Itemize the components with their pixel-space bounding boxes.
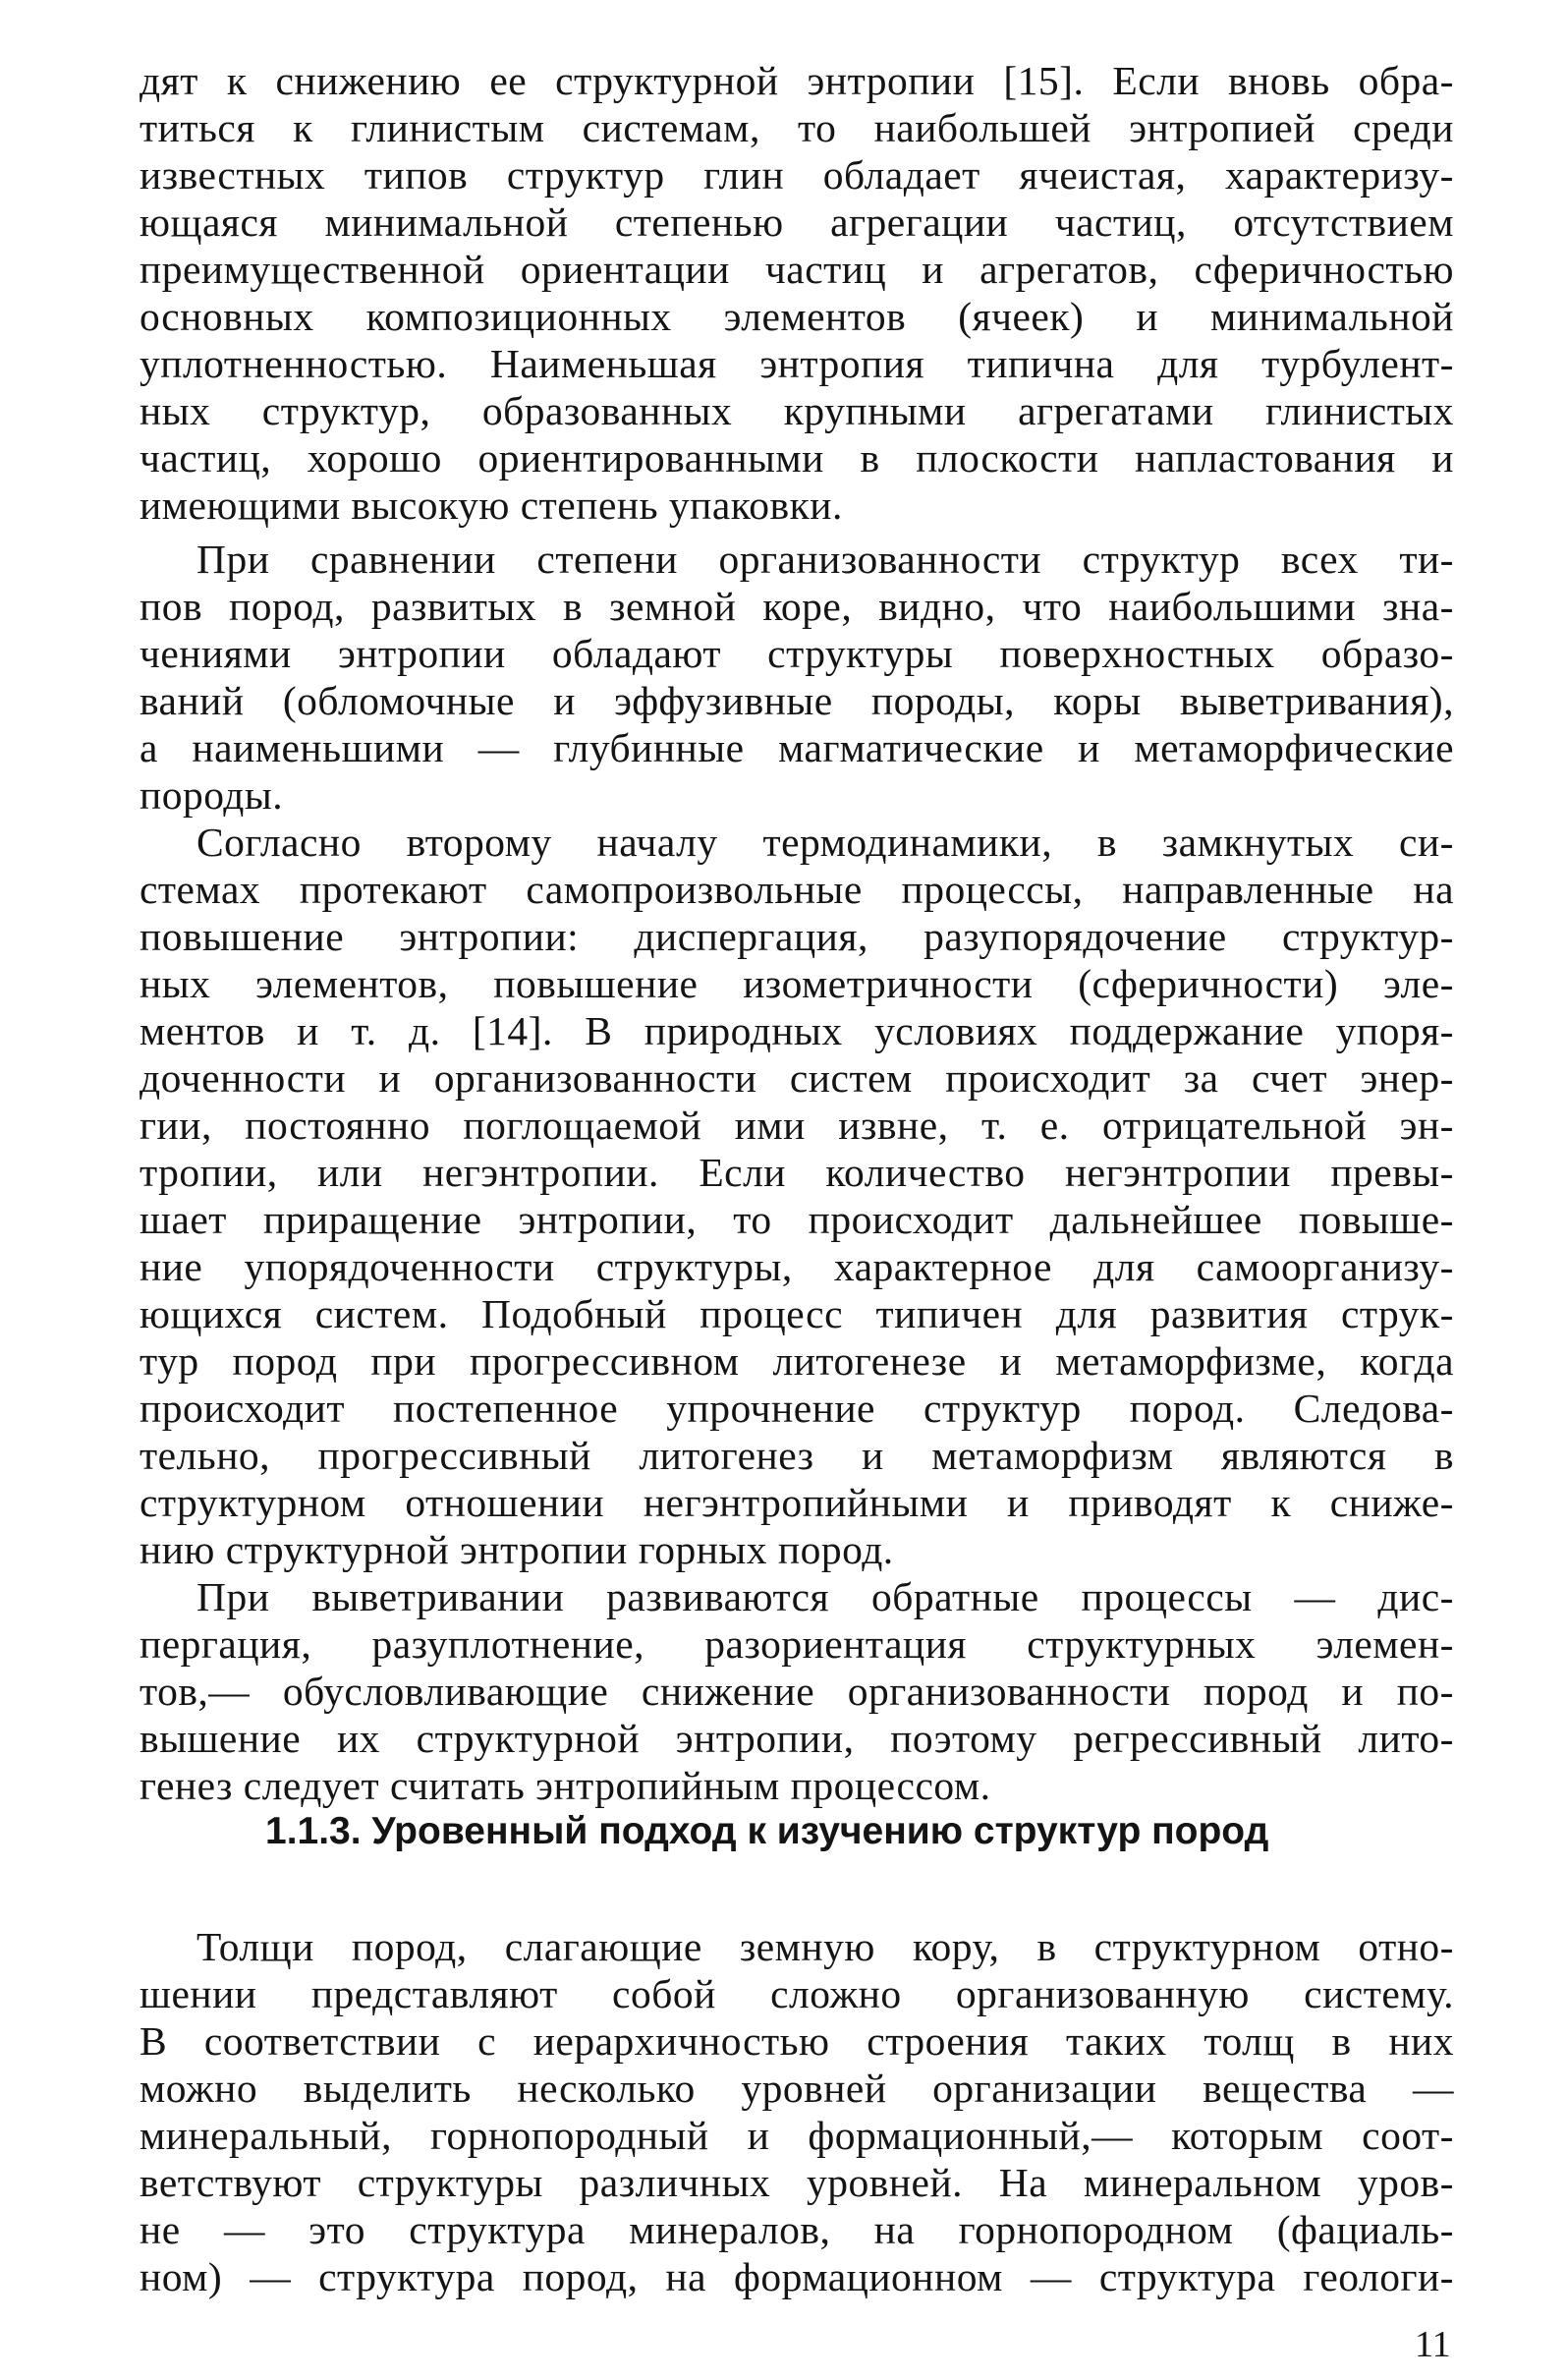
text-line: известных типов структур глин обладает ячеистая, характеризу- — [140, 152, 1454, 198]
text-line: дят к снижению ее структурной энтропии [15]. Если вновь обра- — [140, 58, 1454, 103]
text-line: преимущественной ориентации частиц и агрегатов, сферичностью — [140, 247, 1454, 292]
text-line: ных структур, образованных крупными агрегатами глинистых — [140, 388, 1454, 433]
text-line: Толщи пород, слагающие земную кору, в структурном отно- — [196, 1924, 1454, 1969]
text-line: чениями энтропии обладают структуры поверхностных образо- — [140, 631, 1454, 676]
text-line: основных композиционных элементов (ячеек) и минимальной — [140, 294, 1454, 339]
page-number: 11 — [1415, 2324, 1451, 2365]
text-line: минеральный, горнопородный и формационный,— которым соот- — [140, 2113, 1454, 2158]
text-line: ных элементов, повышение изометричности (сферичности) эле- — [140, 961, 1454, 1006]
text-line: тур пород при прогрессивном литогенезе и метаморфизме, когда — [140, 1338, 1454, 1384]
text-line: доченности и организованности систем происходит за счет энер- — [140, 1055, 1454, 1101]
text-line: шает приращение энтропии, то происходит дальнейшее повыше- — [140, 1197, 1454, 1242]
text-line: а наименьшими — глубинные магматические и метаморфические — [140, 725, 1454, 770]
text-line: ветствуют структуры различных уровней. На минеральном уров- — [140, 2160, 1454, 2205]
text-line: ющаяся минимальной степенью агрегации частиц, отсутствием — [140, 199, 1454, 245]
text-line: нию структурной энтропии горных пород. — [140, 1527, 894, 1572]
text-line: пов пород, развитых в земной коре, видно, что наибольшими зна- — [140, 584, 1454, 629]
text-line: ние упорядоченности структуры, характерное для самоорганизу- — [140, 1244, 1454, 1289]
text-line: уплотненностью. Наименьшая энтропия типична для турбулент- — [140, 341, 1454, 386]
text-line: пергация, разуплотнение, разориентация структурных элемен- — [140, 1621, 1454, 1667]
text-line: При сравнении степени организованности структур всех ти- — [196, 537, 1454, 582]
text-line: вышение их структурной энтропии, поэтому регрессивный лито- — [140, 1716, 1454, 1761]
text-line: повышение энтропии: диспергация, разупорядочение структур- — [140, 914, 1454, 959]
text-line: тов,— обусловливающие снижение организованности пород и по- — [140, 1669, 1454, 1714]
section-heading: 1.1.3. Уровенный подход к изучению структур пород — [265, 1810, 1269, 1852]
text-line: частиц, хорошо ориентированными в плоскости напластования и — [140, 435, 1454, 481]
text-line: генез следует считать энтропийным процессом. — [140, 1763, 991, 1808]
text-line: тропии, или негэнтропии. Если количество негэнтропии превы- — [140, 1150, 1454, 1195]
text-line: имеющими высокую степень упаковки. — [140, 482, 843, 528]
text-line: породы. — [140, 772, 284, 818]
text-line: ваний (обломочные и эффузивные породы, коры выветривания), — [140, 678, 1454, 723]
text-line: ментов и т. д. [14]. В природных условиях поддержание упоря- — [140, 1008, 1454, 1053]
text-line: не — это структура минералов, на горнопородном (фациаль- — [140, 2207, 1454, 2252]
text-line: гии, постоянно поглощаемой ими извне, т. е. отрицательной эн- — [140, 1103, 1454, 1148]
text-line: ном) — структура пород, на формационном — структура геологи- — [140, 2254, 1454, 2299]
text-line: Согласно второму началу термодинамики, в замкнутых си- — [196, 820, 1454, 865]
text-line: структурном отношении негэнтропийными и приводят к сниже- — [140, 1480, 1454, 1525]
text-line: ющихся систем. Подобный процесс типичен для развития струк- — [140, 1291, 1454, 1336]
text-line: При выветривании развиваются обратные процессы — дис- — [196, 1574, 1454, 1619]
text-line: стемах протекают самопроизвольные процессы, направленные на — [140, 867, 1454, 912]
text-line: титься к глинистым системам, то наибольшей энтропией среди — [140, 105, 1454, 150]
text-line: происходит постепенное упрочнение структур пород. Следова- — [140, 1386, 1454, 1431]
text-line: можно выделить несколько уровней организации вещества — — [140, 2066, 1454, 2111]
text-line: шении представляют собой сложно организованную систему. — [140, 1971, 1454, 2016]
text-line: тельно, прогрессивный литогенез и метаморфизм являются в — [140, 1433, 1454, 1478]
text-line: В соответствии с иерархичностью строения таких толщ в них — [140, 2018, 1454, 2064]
